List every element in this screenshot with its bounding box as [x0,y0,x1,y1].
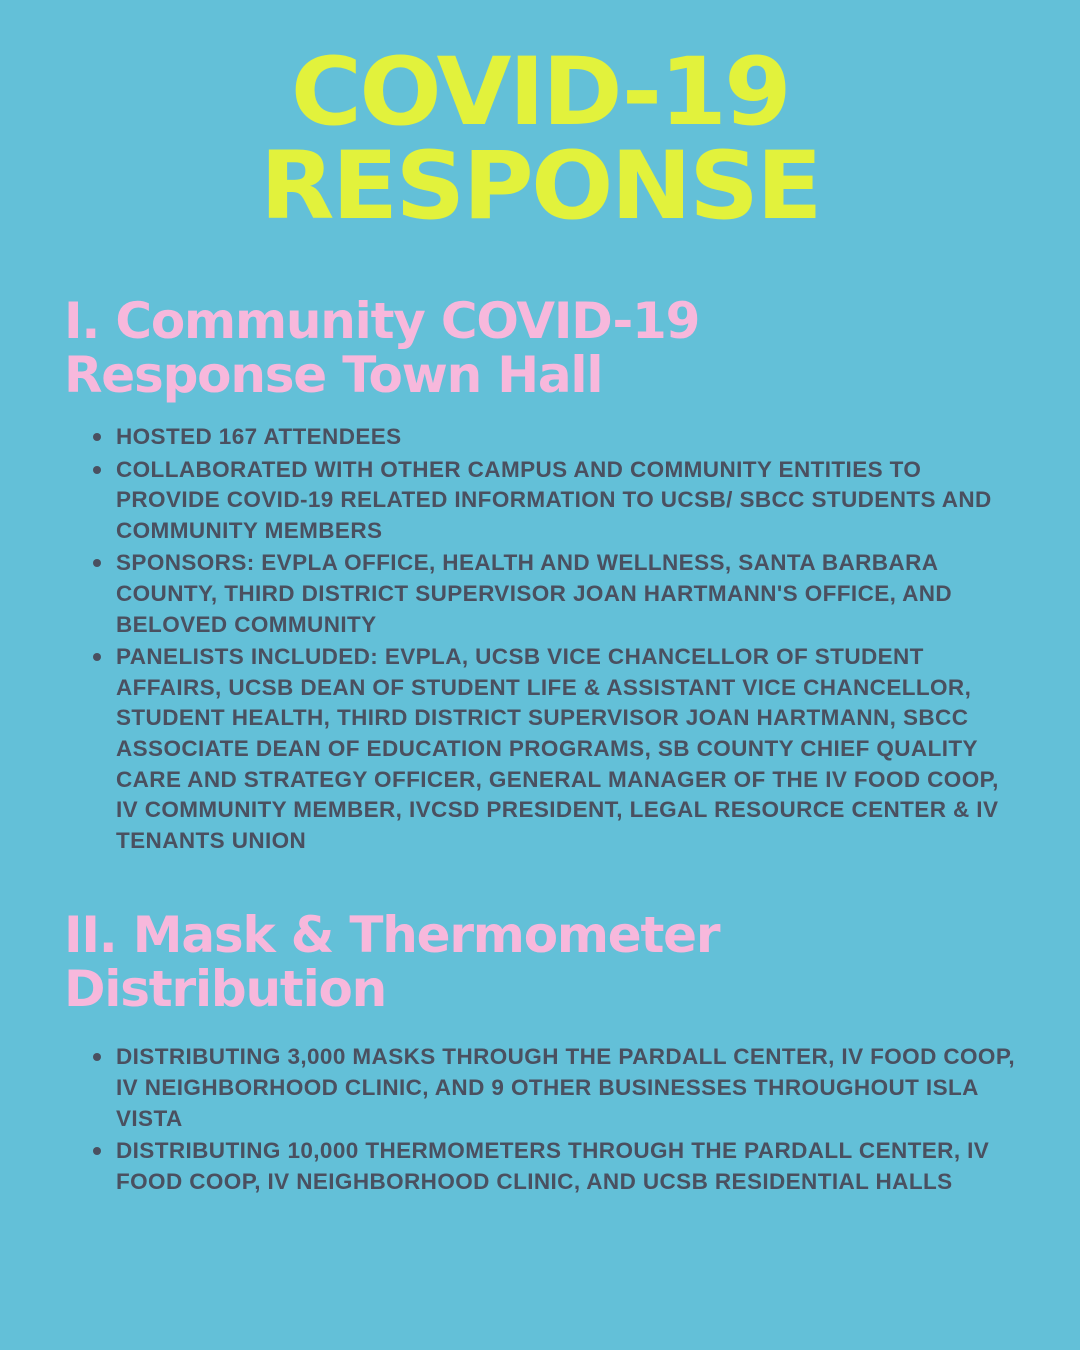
section-heading-1: I. Community COVID-19 Response Town Hall [64,292,700,404]
section-heading-2: II. Mask & Thermometer Distribution [64,906,720,1019]
list-item: DISTRIBUTING 10,000 THERMOMETERS THROUGH THE PARDALL CENTER, IV FOOD COOP, IV NEIGHBORHOOD CLINIC, AND UCSB RESIDENTIAL HALLS [88,1136,1016,1197]
page-title: COVID-19 RESPONSE [260,38,820,241]
list-item: SPONSORS: EVPLA OFFICE, HEALTH AND WELLNESS, SANTA BARBARA COUNTY, THIRD DISTRICT SUPERVISOR JOAN HARTMANN'S OFFICE, AND BELOVED COMMUNITY [88,548,1016,640]
bullet-list-1 [56,422,1024,856]
section-community-town-hall [56,294,1024,856]
section-mask-thermometer-distribution [56,908,1024,1197]
list-item: COLLABORATED WITH OTHER CAMPUS AND COMMUNITY ENTITIES TO PROVIDE COVID-19 RELATED INFORMATION TO UCSB/ SBCC STUDENTS AND COMMUNITY MEMBERS [88,455,1016,547]
list-item: PANELISTS INCLUDED: EVPLA, UCSB VICE CHANCELLOR OF STUDENT AFFAIRS, UCSB DEAN OF STUDENT LIFE & ASSISTANT VICE CHANCELLOR, STUDENT HEALTH, THIRD DISTRICT SUPERVISOR JOAN HARTMANN, SBCC ASSOCIATE DEAN OF EDUCATION PROGRAMS, SB COUNTY CHIEF QUALITY CARE AND STRATEGY OFFICER, GENERAL MANAGER OF THE IV FOOD COOP, IV COMMUNITY MEMBER, IVCSD PRESIDENT, LEGAL RESOURCE CENTER & IV TENANTS UNION [88,642,1016,856]
bullet-list-2 [56,1042,1024,1197]
section-spacer [56,868,1024,908]
list-item: DISTRIBUTING 3,000 MASKS THROUGH THE PARDALL CENTER, IV FOOD COOP, IV NEIGHBORHOOD CLINIC, AND 9 OTHER BUSINESSES THROUGHOUT ISLA VISTA [88,1042,1016,1134]
list-item: HOSTED 167 ATTENDEES [88,422,1016,453]
